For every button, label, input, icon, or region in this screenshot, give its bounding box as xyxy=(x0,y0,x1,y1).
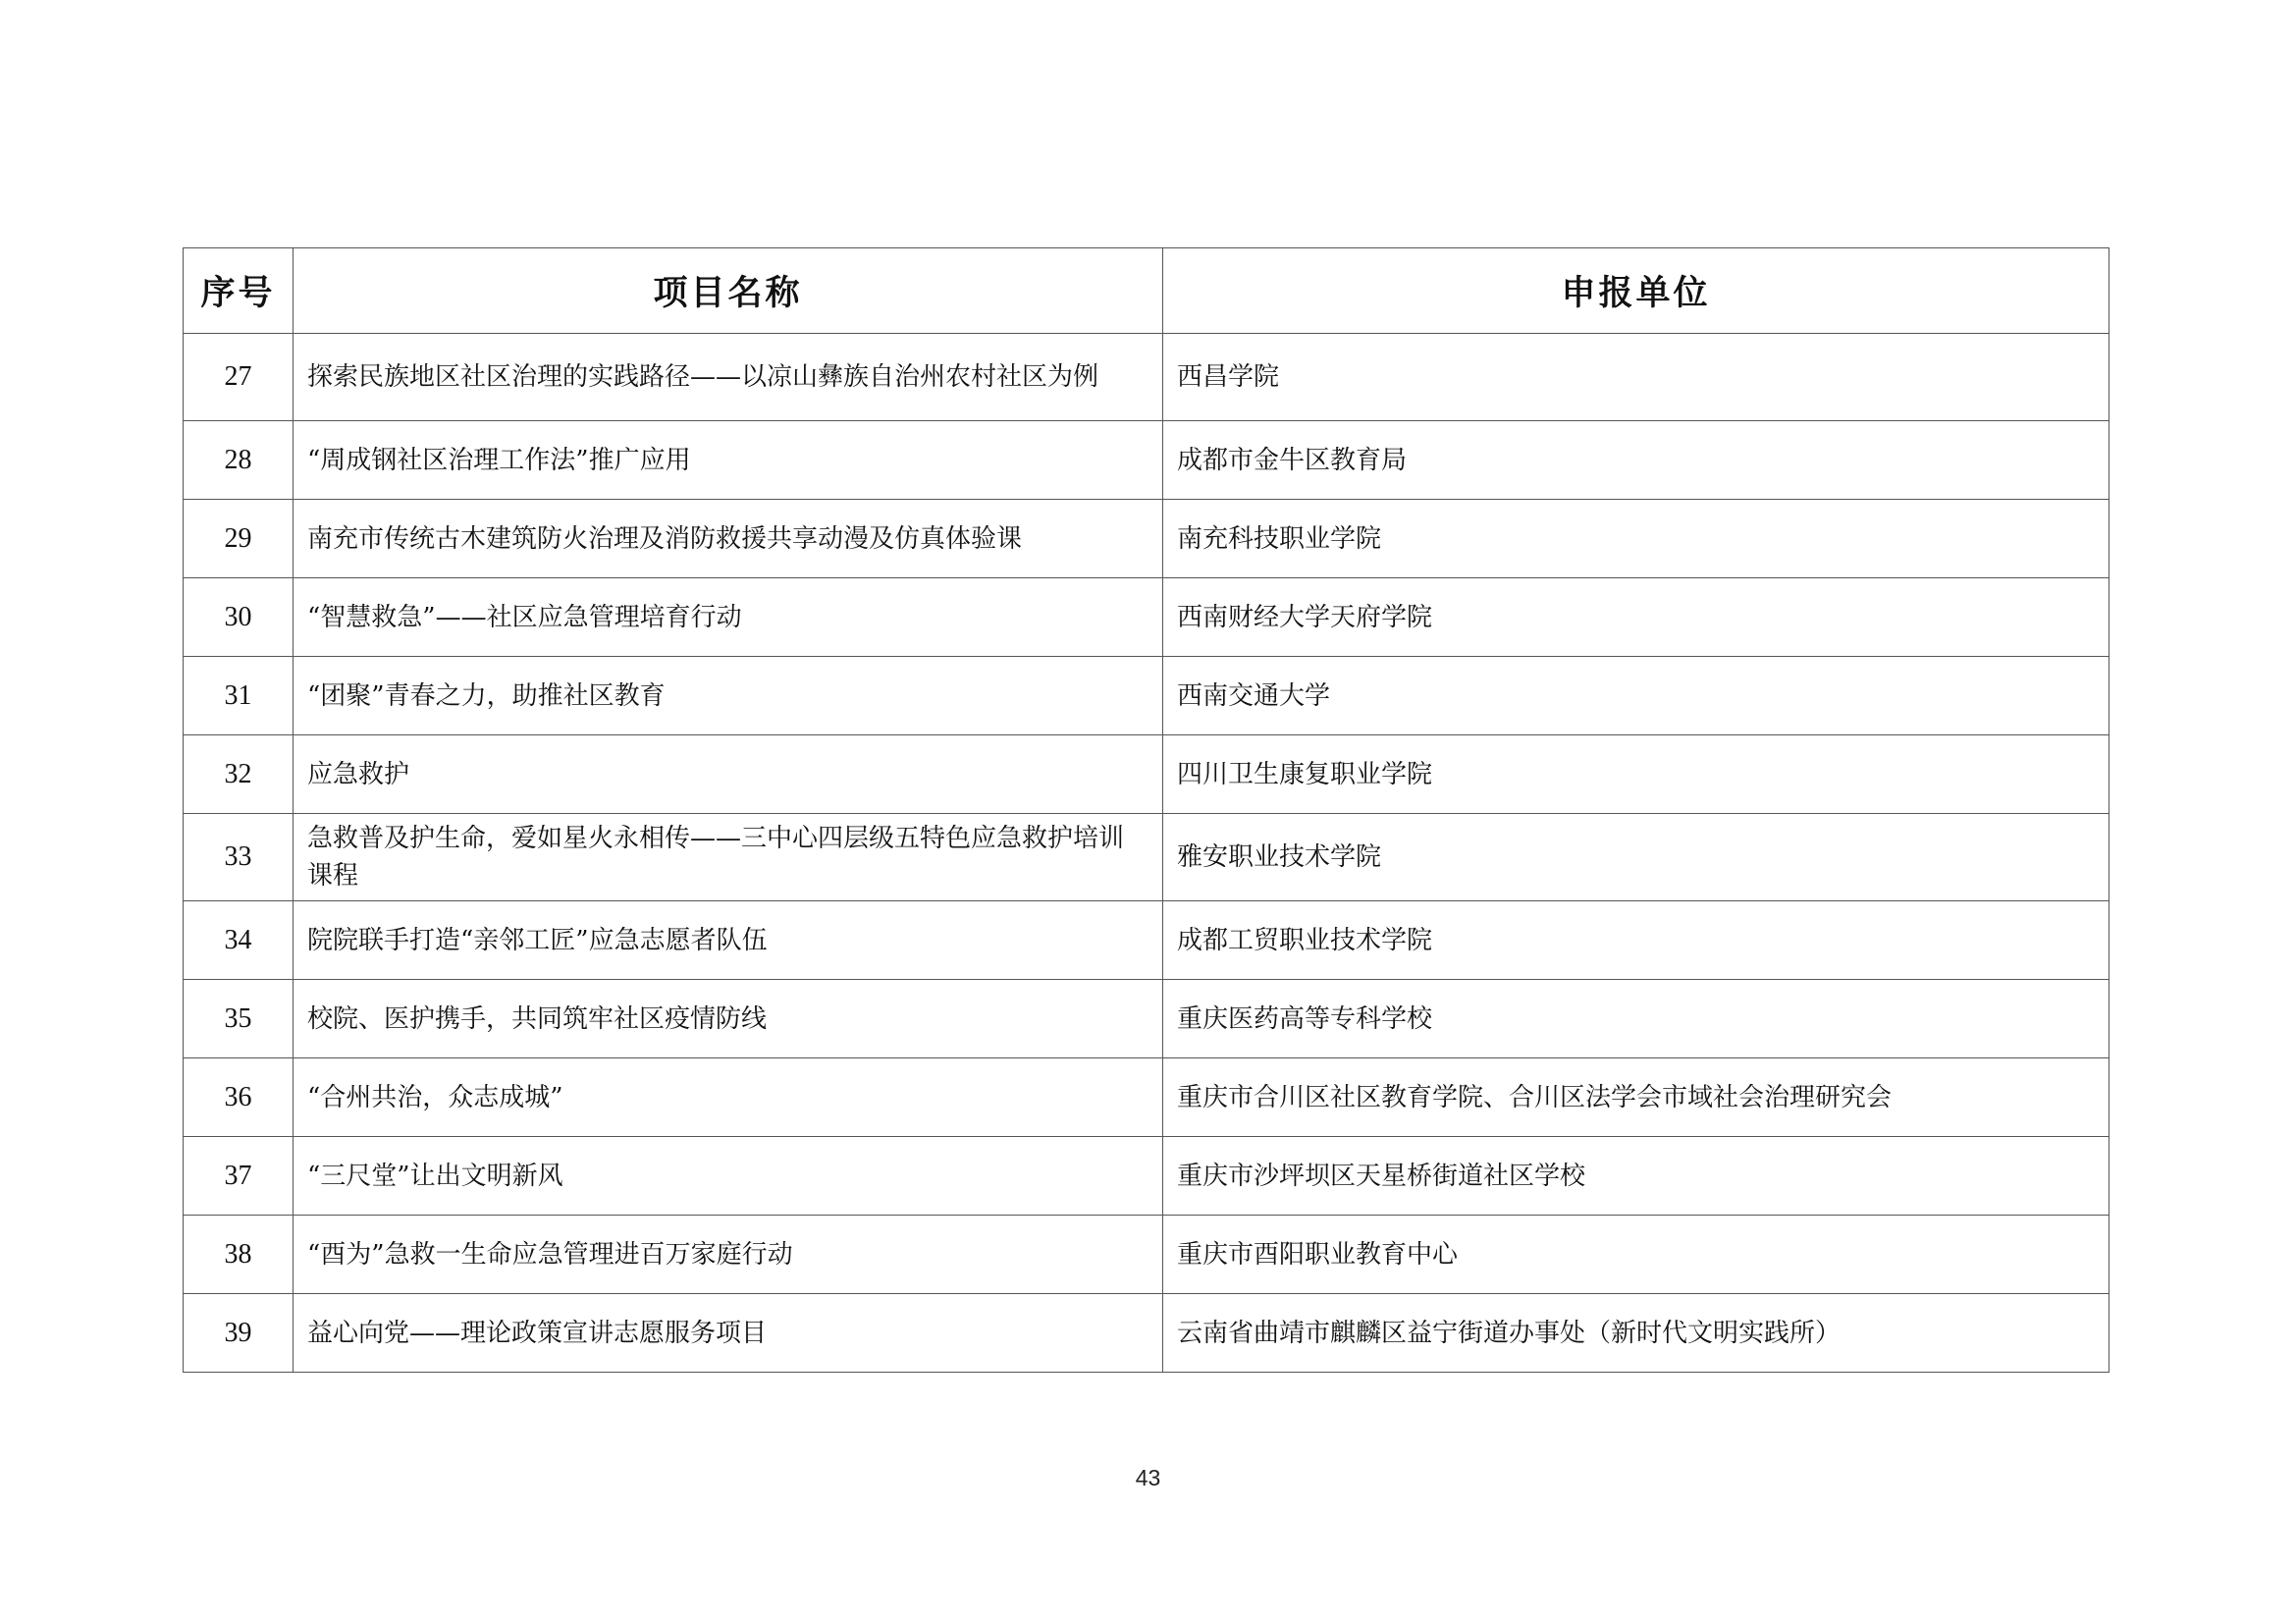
header-project-name: 项目名称 xyxy=(294,248,1163,334)
applicant-unit: 雅安职业技术学院 xyxy=(1163,814,2109,901)
table-row xyxy=(184,578,2109,657)
project-name: 校院、医护携手，共同筑牢社区疫情防线 xyxy=(294,980,1163,1058)
project-name: “合州共治，众志成城” xyxy=(294,1058,1163,1137)
table-row xyxy=(184,980,2109,1058)
row-number: 39 xyxy=(184,1294,294,1373)
row-number: 37 xyxy=(184,1137,294,1216)
header-applicant-unit: 申报单位 xyxy=(1163,248,2109,334)
table-row xyxy=(184,901,2109,980)
row-number: 28 xyxy=(184,421,294,500)
applicant-unit: 西南财经大学天府学院 xyxy=(1163,578,2109,657)
project-name: “三尺堂”让出文明新风 xyxy=(294,1137,1163,1216)
table-row xyxy=(184,735,2109,814)
applicant-unit: 四川卫生康复职业学院 xyxy=(1163,735,2109,814)
header-serial-number: 序号 xyxy=(184,248,294,334)
applicant-unit: 重庆医药高等专科学校 xyxy=(1163,980,2109,1058)
applicant-unit: 重庆市合川区社区教育学院、合川区法学会市域社会治理研究会 xyxy=(1163,1058,2109,1137)
applicant-unit: 西昌学院 xyxy=(1163,334,2109,421)
table-header-row xyxy=(184,248,2109,334)
project-name: “智慧救急”——社区应急管理培育行动 xyxy=(294,578,1163,657)
project-name: 南充市传统古木建筑防火治理及消防救援共享动漫及仿真体验课 xyxy=(294,500,1163,578)
row-number: 27 xyxy=(184,334,294,421)
project-name: 探索民族地区社区治理的实践路径——以凉山彝族自治州农村社区为例 xyxy=(294,334,1163,421)
applicant-unit: 重庆市酉阳职业教育中心 xyxy=(1163,1216,2109,1294)
row-number: 29 xyxy=(184,500,294,578)
row-number: 30 xyxy=(184,578,294,657)
table-row xyxy=(184,1216,2109,1294)
project-name: 急救普及护生命，爱如星火永相传——三中心四层级五特色应急救护培训课程 xyxy=(294,814,1163,901)
table-row xyxy=(184,1137,2109,1216)
row-number: 36 xyxy=(184,1058,294,1137)
project-name: 院院联手打造“亲邻工匠”应急志愿者队伍 xyxy=(294,901,1163,980)
applicant-unit: 成都市金牛区教育局 xyxy=(1163,421,2109,500)
project-name: “团聚”青春之力，助推社区教育 xyxy=(294,657,1163,735)
applicant-unit: 云南省曲靖市麒麟区益宁街道办事处（新时代文明实践所） xyxy=(1163,1294,2109,1373)
project-name: 应急救护 xyxy=(294,735,1163,814)
page-number: 43 xyxy=(1135,1465,1161,1490)
table-row xyxy=(184,1294,2109,1373)
table-row xyxy=(184,814,2109,901)
table-row xyxy=(184,657,2109,735)
row-number: 31 xyxy=(184,657,294,735)
project-name: 益心向党——理论政策宣讲志愿服务项目 xyxy=(294,1294,1163,1373)
row-number: 34 xyxy=(184,901,294,980)
row-number: 38 xyxy=(184,1216,294,1294)
table-row xyxy=(184,334,2109,421)
project-name: “酉为”急救一生命应急管理进百万家庭行动 xyxy=(294,1216,1163,1294)
applicant-unit: 成都工贸职业技术学院 xyxy=(1163,901,2109,980)
applicant-unit: 南充科技职业学院 xyxy=(1163,500,2109,578)
row-number: 35 xyxy=(184,980,294,1058)
table-row xyxy=(184,1058,2109,1137)
applicant-unit: 重庆市沙坪坝区天星桥街道社区学校 xyxy=(1163,1137,2109,1216)
applicant-unit: 西南交通大学 xyxy=(1163,657,2109,735)
project-name: “周成钢社区治理工作法”推广应用 xyxy=(294,421,1163,500)
table-row xyxy=(184,421,2109,500)
table-row xyxy=(184,500,2109,578)
project-table xyxy=(183,247,2109,1373)
row-number: 32 xyxy=(184,735,294,814)
row-number: 33 xyxy=(184,814,294,901)
